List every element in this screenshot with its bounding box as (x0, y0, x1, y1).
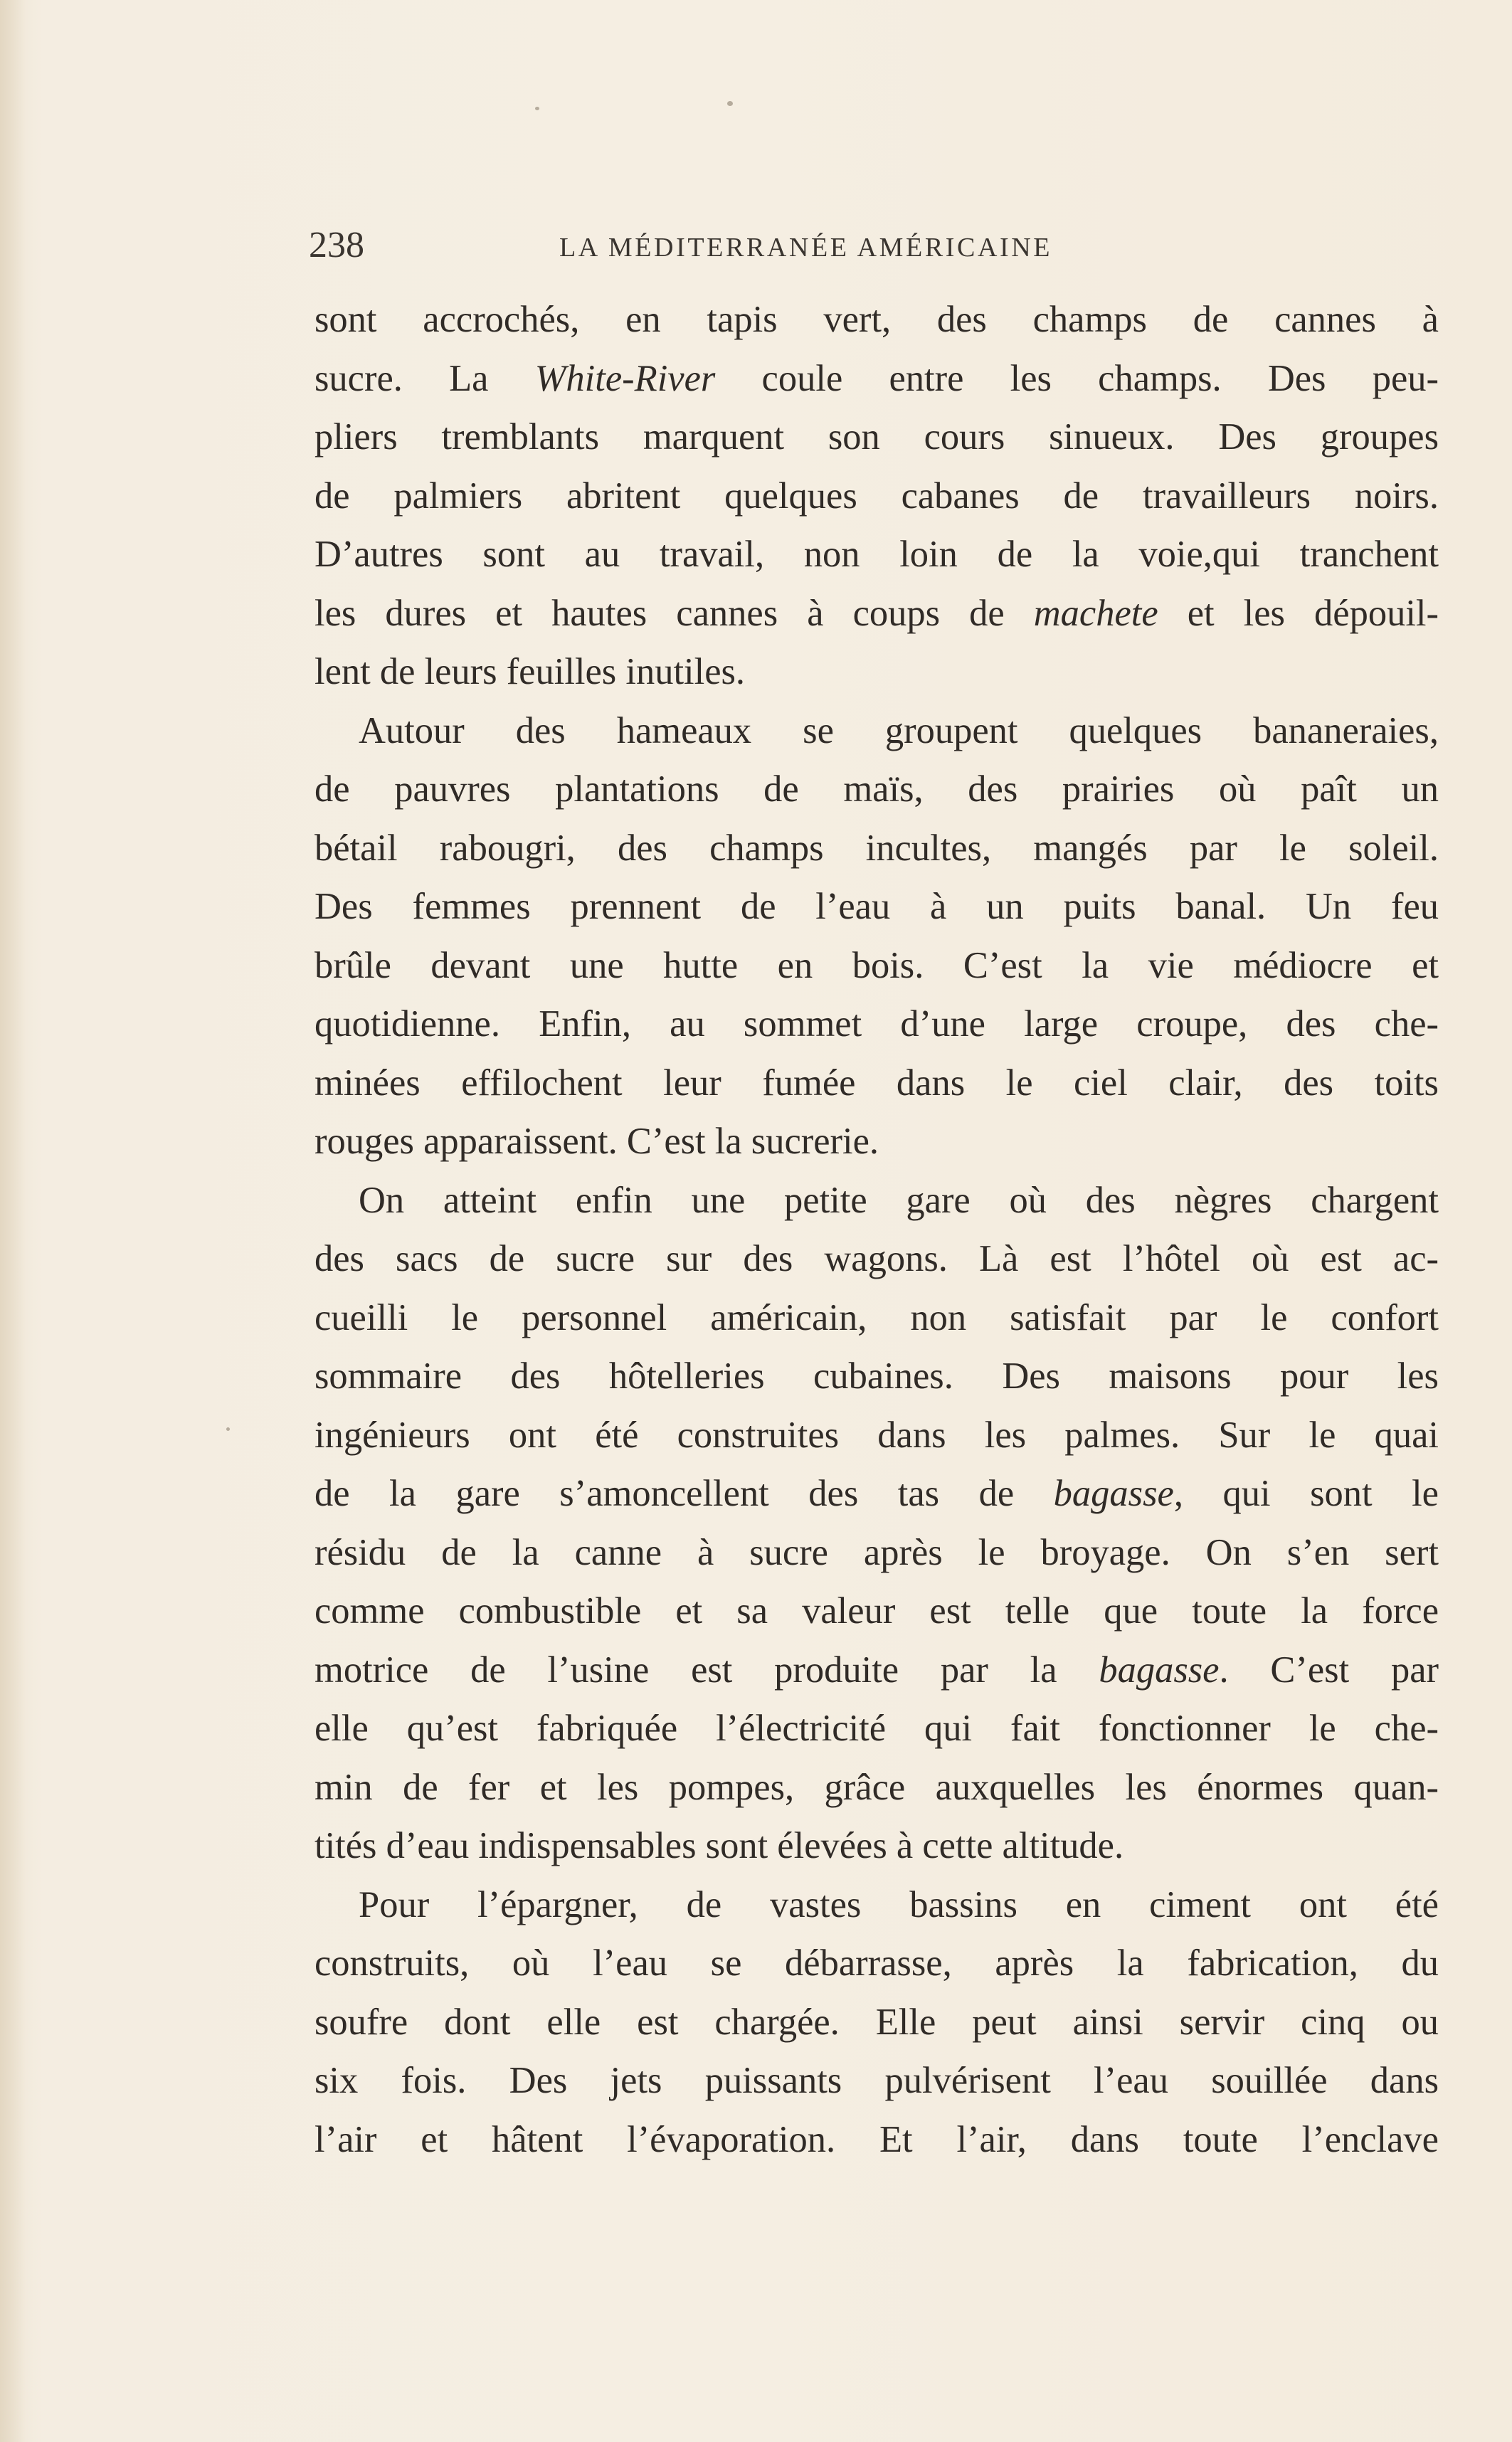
text-line: Des femmes prennent de l’eau à un puits banal. Un feu (314, 886, 1439, 927)
page-number: 238 (309, 225, 364, 265)
text-line: pliers tremblants marquent son cours sinueux. Des groupes (314, 416, 1439, 458)
text-line: D’autres sont au travail, non loin de la voie,qui tranchent (314, 534, 1439, 575)
text-line: l’air et hâtent l’évaporation. Et l’air, dans toute l’enclave (314, 2118, 1439, 2160)
text-line: sucre. La White-River coule entre les champs. Des peu- (314, 357, 1439, 399)
italic-term: bagasse (1099, 1649, 1220, 1691)
text-line: comme combustible et sa valeur est telle que toute la force (314, 1590, 1439, 1632)
italic-term: White-River (534, 357, 716, 399)
italic-term: bagasse (1053, 1473, 1174, 1514)
text-line: six fois. Des jets puissants pulvérisent l’eau souillée dans (314, 2060, 1439, 2101)
text-line: tités d’eau indispensables sont élevées à cette altitude. (314, 1825, 1124, 1866)
text-line: elle qu’est fabriquée l’électricité qui fait fonctionner le che- (314, 1708, 1439, 1749)
text-line: soufre dont elle est chargée. Elle peut ainsi servir cinq ou (314, 2001, 1439, 2043)
text-line: des sacs de sucre sur des wagons. Là est l’hôtel où est ac- (314, 1238, 1439, 1279)
text-line: résidu de la canne à sucre après le broyage. On s’en sert (314, 1531, 1439, 1573)
text-line: On atteint enfin une petite gare où des nègres chargent (359, 1179, 1439, 1221)
text-line: min de fer et les pompes, grâce auxquelles les énormes quan- (314, 1766, 1439, 1808)
paper-speck (535, 107, 539, 110)
body-text (314, 290, 1439, 2169)
text-line: quotidienne. Enfin, au sommet d’une large croupe, des che- (314, 1003, 1439, 1045)
text-line: de palmiers abritent quelques cabanes de travailleurs noirs. (314, 475, 1439, 517)
text-line: rouges apparaissent. C’est la sucrerie. (314, 1121, 879, 1162)
text-line: les dures et hautes cannes à coups de machete et les dépouil- (314, 592, 1439, 634)
text-line: lent de leurs feuilles inutiles. (314, 651, 746, 692)
text-line: Autour des hameaux se groupent quelques bananeraies, (359, 709, 1439, 751)
text-line: sont accrochés, en tapis vert, des champs de cannes à (314, 299, 1439, 340)
paper-speck (727, 101, 733, 106)
text-line: bétail rabougri, des champs incultes, mangés par le soleil. (314, 827, 1439, 869)
page-binding-shadow (0, 0, 26, 2442)
italic-term: machete (1033, 592, 1158, 634)
running-head (309, 224, 1437, 267)
text-line: cueilli le personnel américain, non satisfait par le confort (314, 1296, 1439, 1338)
running-title: LA MÉDITERRANÉE AMÉRICAINE (559, 233, 1053, 263)
text-line: sommaire des hôtelleries cubaines. Des maisons pour les (314, 1355, 1439, 1397)
text-line: brûle devant une hutte en bois. C’est la vie médiocre et (314, 944, 1439, 986)
text-line: de pauvres plantations de maïs, des prairies où paît un (314, 768, 1439, 810)
text-line: minées effilochent leur fumée dans le ciel clair, des toits (314, 1062, 1439, 1104)
paper-speck (226, 1427, 230, 1431)
text-line: construits, où l’eau se débarrasse, après la fabrication, du (314, 1942, 1439, 1984)
text-line: de la gare s’amoncellent des tas de bagasse, qui sont le (314, 1473, 1439, 1514)
text-line: Pour l’épargner, de vastes bassins en ciment ont été (359, 1883, 1439, 1925)
text-line: ingénieurs ont été construites dans les palmes. Sur le quai (314, 1414, 1439, 1456)
text-line: motrice de l’usine est produite par la bagasse. C’est par (314, 1649, 1439, 1691)
